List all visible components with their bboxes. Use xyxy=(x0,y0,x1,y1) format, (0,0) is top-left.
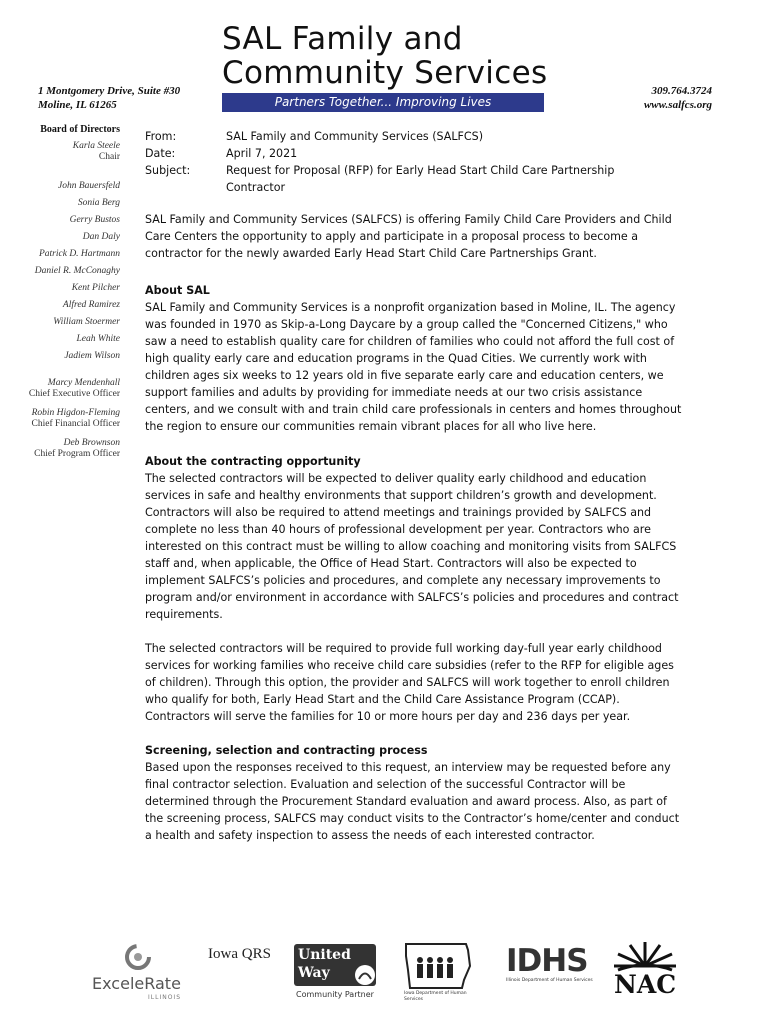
board-member: Kent Pilcher xyxy=(71,283,120,293)
board-member: Patrick D. Hartmann xyxy=(38,249,120,259)
contact-block xyxy=(644,84,712,112)
contracting-paragraph-1: The selected contractors will be expected to deliver quality early childhood and education services in safe and healthy environments that support children’s growth and development. Contractors will also be required to attend meetings and trainings provided by SALFCS and complete no less than 40 hours of professional development per year. Contractors who are interested on this contract must be willing to allow coaching and monitoring visits from SALFCS staff and, when applicable, the Office of Head Start. Contractors will also be expected to implement SALFCS’s policies and procedures, and complete any necessary improvements to program and/or environment in accordance with SALFCS’s policies and procedures and contract requirements. xyxy=(145,472,679,621)
address-line2: Moline, IL 61265 xyxy=(38,99,117,111)
contracting-heading: About the contracting opportunity xyxy=(145,455,361,468)
board-member: Jadiem Wilson xyxy=(64,351,120,361)
officer-role: Chief Financial Officer xyxy=(31,419,120,429)
memo-date-row xyxy=(145,145,685,162)
website-link[interactable]: www.salfcs.org xyxy=(643,99,712,111)
memo-date-label: Date: xyxy=(145,147,176,160)
board-member: Gerry Bustos xyxy=(69,215,120,225)
partner-logos xyxy=(88,940,688,1010)
officer-name: Marcy Mendenhall xyxy=(47,378,120,388)
iowa-qrs-text: Iowa QRS xyxy=(208,946,271,962)
phone-number: 309.764.3724 xyxy=(651,85,712,97)
memo-subject-value: Request for Proposal (RFP) for Early Head Start Child Care Partnership Contractor xyxy=(226,164,615,194)
board-member: John Bauersfeld xyxy=(57,181,120,191)
united-way-hand-icon xyxy=(354,964,376,986)
address-block xyxy=(38,84,180,112)
officer-name: Robin Higdon-Fleming xyxy=(31,408,120,418)
united-way-line2: Way xyxy=(298,965,330,981)
iowa-dhs-caption: Iowa Department of Human Services xyxy=(404,991,467,1002)
iowa-state-icon xyxy=(404,940,472,990)
excelerate-logo xyxy=(88,940,188,1002)
board-heading: Board of Directors xyxy=(40,124,120,135)
contracting-paragraph-2: The selected contractors will be required to provide full working day-full year early childhood services for working families who receive child care subsidies (refer to the RFP for eligible ages of children). Through this option, the provider and SALFCS will work together to enroll children who qualify for both, Early Head Start and the Child Care Assistance Program (CCAP). Contractors will serve the families for 10 or more hours per day and 236 days per year. xyxy=(145,642,674,723)
iowa-dhs-logo xyxy=(404,940,484,1006)
board-member: Karla Steele xyxy=(72,141,120,151)
memo-subject-row xyxy=(145,162,685,196)
board-member-role: Chair xyxy=(98,152,120,162)
screening-heading: Screening, selection and contracting process xyxy=(145,744,428,757)
excelerate-sub: ILLINOIS xyxy=(148,994,182,1001)
nac-logo xyxy=(612,940,678,1006)
board-of-directors-sidebar xyxy=(22,124,120,468)
about-heading: About SAL xyxy=(145,284,210,297)
board-member: Alfred Ramirez xyxy=(62,300,120,310)
officer-role: Chief Program Officer xyxy=(34,449,120,459)
board-member: Daniel R. McConaghy xyxy=(34,266,120,276)
excelerate-swirl-icon xyxy=(123,942,153,972)
idhs-logo xyxy=(506,944,592,988)
idhs-text: IDHS xyxy=(506,943,588,979)
letter-body xyxy=(145,128,685,844)
about-paragraph: SAL Family and Community Services is a nonprofit organization based in Moline, IL. The agency was founded in 1970 as Skip-a-Long Daycare by a group called the "Concerned Citizens," who saw a need to establish quality care for children of families who could not afford the full cost of high quality early care and education programs in the Quad Cities. We currently work with children ages six weeks to 12 years old in five separate early care and education centers, we support families and adults by providing for immediate needs at our two crisis assistance centers, and we consult with and train child care professionals in centers and homes throughout the region to ensure our communities remain vibrant places for all who live here. xyxy=(145,301,682,433)
memo-date-value: April 7, 2021 xyxy=(226,147,298,160)
board-member: Dan Daly xyxy=(82,232,120,242)
united-way-line1: United xyxy=(298,947,351,963)
organization-name xyxy=(222,22,562,90)
org-name-line2: Community Services xyxy=(222,55,548,91)
memo-from-value: SAL Family and Community Services (SALFCS) xyxy=(226,130,484,143)
screening-paragraph: Based upon the responses received to this request, an interview may be requested before any final contractor selection. Evaluation and selection of the successful Contractor will be determined through the Procurement Standard evaluation and award process. Also, as part of the screening process, SALFCS may conduct visits to the Contractor’s home/center and conduct a health and safety inspection to assess the needs of each interested contractor. xyxy=(145,761,680,842)
iowa-qrs-logo xyxy=(208,946,278,976)
united-way-name xyxy=(298,946,351,982)
idhs-caption: Illinois Department of Human Services xyxy=(506,978,593,983)
memo-subject-label: Subject: xyxy=(145,164,191,177)
nac-text: NAC xyxy=(614,970,677,999)
excelerate-name: ExceleRate xyxy=(92,974,181,993)
memo-from-label: From: xyxy=(145,130,177,143)
intro-paragraph: SAL Family and Community Services (SALFCS) is offering Family Child Care Providers and Child Care Centers the opportunity to apply and participate in a proposal process to become a contractor for the newly awarded Early Head Start Child Care Partnerships Grant. xyxy=(145,213,672,260)
board-member: Sonia Berg xyxy=(77,198,120,208)
officer-role: Chief Executive Officer xyxy=(28,389,120,399)
officer-name: Deb Brownson xyxy=(63,438,120,448)
united-way-logo xyxy=(294,944,398,1006)
tagline-banner: Partners Together... Improving Lives xyxy=(222,93,544,112)
memo-from-row xyxy=(145,128,685,145)
united-way-caption: Community Partner xyxy=(296,990,374,999)
address-line1: 1 Montgomery Drive, Suite #30 xyxy=(38,85,181,97)
board-member: William Stoermer xyxy=(53,317,120,327)
board-member: Leah White xyxy=(76,334,120,344)
org-name-line1: SAL Family and xyxy=(222,21,463,57)
